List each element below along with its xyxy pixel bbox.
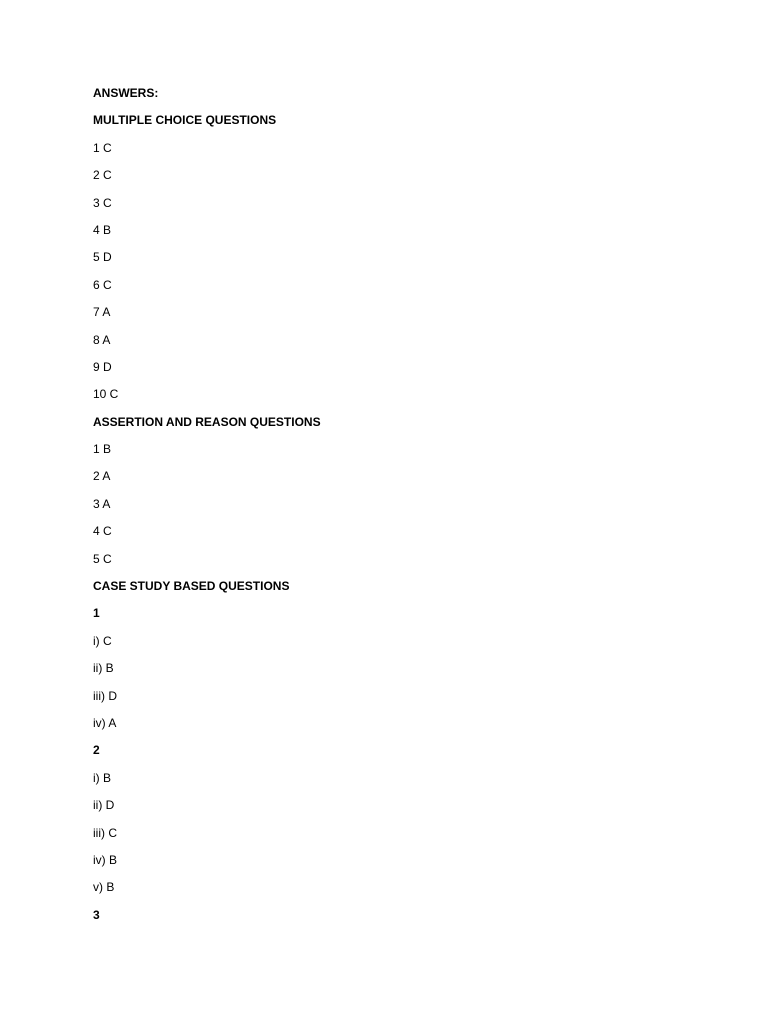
answer-item: iii) C <box>93 825 117 840</box>
answer-item: 4 C <box>93 524 112 539</box>
case-number: 2 <box>93 743 100 758</box>
section-case-study <box>93 579 693 922</box>
answer-item: 8 A <box>93 332 111 347</box>
section-assertion-reason <box>93 415 693 566</box>
answer-item: i) B <box>93 770 111 785</box>
answer-item: 2 C <box>93 168 112 183</box>
answer-item: iii) D <box>93 688 117 703</box>
answer-item: i) C <box>93 633 112 648</box>
answer-sheet-page <box>93 86 693 935</box>
section-heading: MULTIPLE CHOICE QUESTIONS <box>93 113 277 128</box>
answer-item: 1 C <box>93 140 112 155</box>
section-heading: ASSERTION AND REASON QUESTIONS <box>93 414 321 429</box>
case-number: 1 <box>93 606 100 621</box>
answer-item: 1 B <box>93 442 112 457</box>
answer-item: iv) B <box>93 852 117 867</box>
answer-item: 4 B <box>93 222 112 237</box>
answer-item: 10 C <box>93 387 119 402</box>
answer-item: 5 D <box>93 250 112 265</box>
section-heading: CASE STUDY BASED QUESTIONS <box>93 579 290 594</box>
answer-item: 2 A <box>93 469 111 484</box>
document-title: ANSWERS: <box>93 86 159 100</box>
answer-item: ii) B <box>93 661 114 676</box>
answer-item: 7 A <box>93 305 111 320</box>
answer-item: 3 C <box>93 195 112 210</box>
answer-item: 6 C <box>93 277 112 292</box>
answer-item: iv) A <box>93 715 117 730</box>
answer-item: 9 D <box>93 359 112 374</box>
answer-item: 5 C <box>93 551 112 566</box>
answer-item: 3 A <box>93 496 111 511</box>
section-multiple-choice <box>93 113 693 401</box>
case-number: 3 <box>93 907 100 922</box>
answer-item: ii) D <box>93 798 115 813</box>
answer-item: v) B <box>93 880 115 895</box>
